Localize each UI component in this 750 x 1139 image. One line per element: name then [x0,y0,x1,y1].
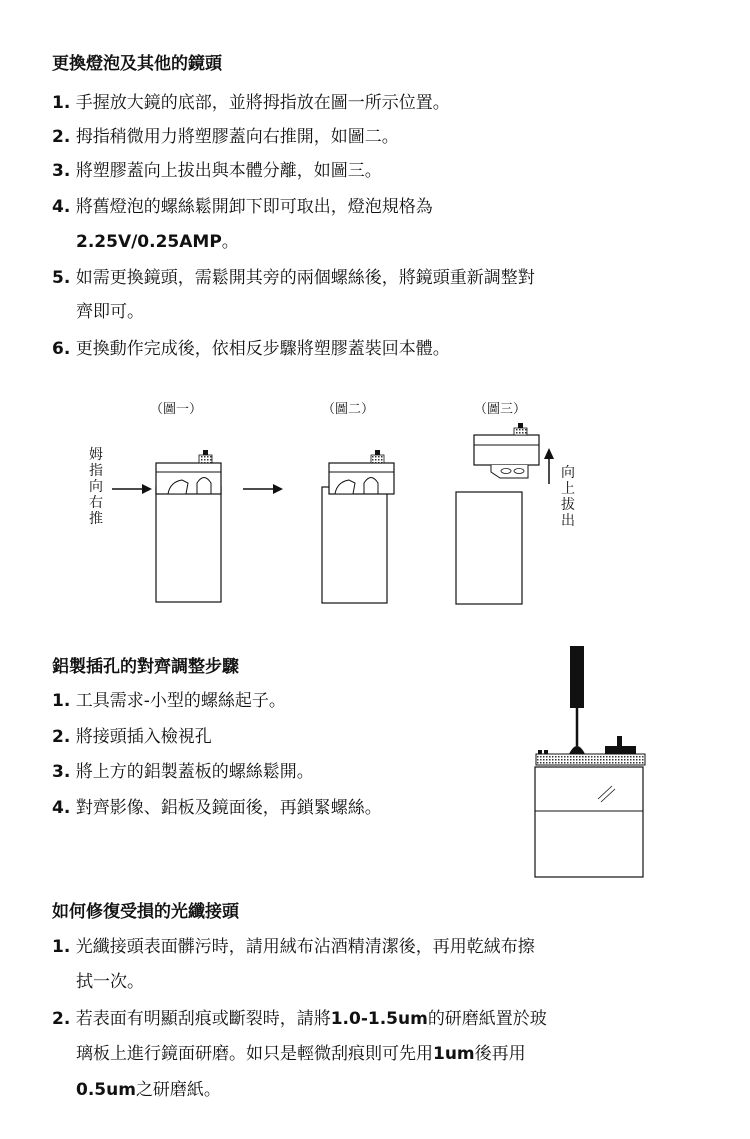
pull-up-label: 向上拔出 [561,465,575,529]
figure-2 [322,450,394,603]
figure-1 [112,450,221,602]
section3-heading: 如何修復受損的光纖接頭 [52,902,239,922]
step-1-6: 6. 更換動作完成後，依相反步驟將塑膠蓋裝回本體。 [52,339,450,359]
step-1-3: 3. 將塑膠蓋向上拔出與本體分離，如圖三。 [52,161,382,181]
arrow-fig1-to-fig2 [243,484,283,494]
step-2-1: 1. 工具需求-小型的螺絲起子。 [52,691,286,711]
figure-3 [456,423,554,604]
step-3-1: 1. 光纖接頭表面髒污時，請用絨布沾酒精清潔後，再用乾絨布擦 [52,937,535,957]
step-1-4-cont: 2.25V/0.25AMP。 [76,232,239,252]
step-3-1-cont: 拭一次。 [76,972,144,992]
section1-heading: 更換燈泡及其他的鏡頭 [52,54,222,74]
step-3-2-cont: 璃板上進行鏡面研磨。如只是輕微刮痕則可先用1um後再用 [76,1044,526,1064]
step-3-2: 2. 若表面有明顯刮痕或斷裂時，請將1.0-1.5um的研磨紙置於玻 [52,1009,547,1029]
step-2-2: 2. 將接頭插入檢視孔 [52,727,212,747]
step-3-2-cont2: 0.5um之研磨紙。 [76,1080,221,1100]
step-1-2: 2. 拇指稍微用力將塑膠蓋向右推開，如圖二。 [52,127,399,147]
step-2-3: 3. 將上方的鋁製蓋板的螺絲鬆開。 [52,762,314,782]
thumb-push-label: 姆指向右推 [89,447,103,527]
step-1-1: 1. 手握放大鏡的底部，並將拇指放在圖一所示位置。 [52,93,450,113]
alignment-illustration [535,646,645,877]
step-1-5: 5. 如需更換鏡頭，需鬆開其旁的兩個螺絲後，將鏡頭重新調整對 [52,268,535,288]
fig2-label: （圖二） [322,402,375,417]
step-1-4: 4. 將舊燈泡的螺絲鬆開卸下即可取出，燈泡規格為 [52,197,433,217]
step-2-4: 4. 對齊影像、鋁板及鏡面後，再鎖緊螺絲。 [52,798,382,818]
fig1-label: （圖一） [150,402,203,417]
fig3-label: （圖三） [474,402,527,417]
section2-heading: 鋁製插孔的對齊調整步驟 [52,657,239,677]
step-1-5-cont: 齊即可。 [76,302,144,322]
